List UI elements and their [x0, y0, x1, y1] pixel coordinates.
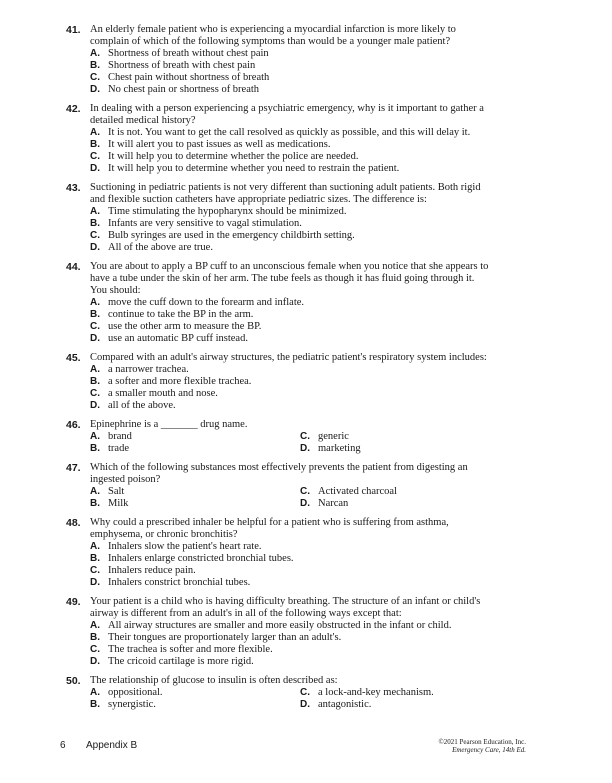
answer-option — [90, 577, 500, 589]
option-letter: C. — [300, 486, 310, 497]
question-item — [0, 24, 612, 96]
option-letter: C. — [90, 321, 100, 332]
answer-options — [90, 364, 500, 412]
question-stem: Suctioning in pediatric patients is not very different than suctioning adult patients. Both rigid and flexible suction catheters have appropriate pediatric sizes. The difference is: — [90, 182, 481, 205]
option-letter: D. — [90, 84, 100, 95]
option-text: It will alert you to past issues as well as medications. — [108, 139, 331, 150]
page-footer — [0, 738, 612, 768]
question-stem: Your patient is a child who is having difficulty breathing. The structure of an infant or child's airway is different from an adult's in all of the following ways except that: — [90, 596, 481, 619]
option-letter: A. — [90, 364, 100, 375]
option-letter: D. — [300, 443, 310, 454]
page-number: 6 — [60, 740, 66, 751]
answer-option — [90, 699, 300, 711]
option-text: Milk — [108, 498, 129, 509]
option-text: All of the above are true. — [108, 242, 213, 253]
answer-option — [300, 699, 500, 711]
option-letter: C. — [90, 151, 100, 162]
option-text: generic — [318, 431, 349, 442]
option-letter: D. — [300, 498, 310, 509]
answer-option — [90, 620, 500, 632]
option-letter: C. — [90, 230, 100, 241]
answer-option — [90, 163, 500, 175]
option-text: a narrower trachea. — [108, 364, 189, 375]
option-text: use the other arm to measure the BP. — [108, 321, 262, 332]
question-item — [0, 352, 612, 412]
option-text: All airway structures are smaller and more easily obstructed in the infant or child. — [108, 620, 452, 631]
option-text: It will help you to determine whether you need to restrain the patient. — [108, 163, 400, 174]
question-number: 49. — [66, 596, 81, 608]
option-text: It is not. You want to get the call resolved as quickly as possible, and this will delay it. — [108, 127, 471, 138]
answer-option — [90, 644, 500, 656]
option-letter: B. — [90, 632, 100, 643]
option-letter: D. — [90, 400, 100, 411]
option-text: a lock-and-key mechanism. — [318, 687, 434, 698]
answer-option — [90, 230, 500, 242]
answer-options — [90, 620, 500, 668]
question-item — [0, 419, 612, 455]
option-letter: C. — [90, 565, 100, 576]
question-item — [0, 261, 612, 345]
option-letter: B. — [90, 376, 100, 387]
answer-options — [90, 431, 500, 455]
question-item — [0, 517, 612, 589]
question-number: 43. — [66, 182, 81, 194]
option-letter: A. — [90, 431, 100, 442]
answer-options — [90, 127, 500, 175]
answer-option — [90, 127, 500, 139]
option-letter: B. — [90, 498, 100, 509]
question-item — [0, 182, 612, 254]
option-text: Inhalers reduce pain. — [108, 565, 196, 576]
answer-option — [300, 498, 500, 510]
option-text: It will help you to determine whether the police are needed. — [108, 151, 359, 162]
answer-option — [90, 553, 500, 565]
option-letter: C. — [90, 388, 100, 399]
answer-option — [90, 632, 500, 644]
answer-option — [90, 321, 500, 333]
option-text: Salt — [108, 486, 125, 497]
option-text: Inhalers enlarge constricted bronchial tubes. — [108, 553, 294, 564]
question-stem: The relationship of glucose to insulin is often described as: — [90, 675, 338, 686]
option-text: all of the above. — [108, 400, 176, 411]
question-stem: Why could a prescribed inhaler be helpful for a patient who is suffering from asthma, emphysema, or chronic bronchitis? — [90, 517, 449, 540]
answer-option — [90, 364, 500, 376]
option-letter: C. — [90, 72, 100, 83]
question-number: 41. — [66, 24, 81, 36]
option-text: Inhalers slow the patient's heart rate. — [108, 541, 262, 552]
option-text: brand — [108, 431, 132, 442]
answer-option — [90, 498, 300, 510]
answer-options — [90, 486, 500, 510]
option-letter: A. — [90, 127, 100, 138]
option-letter: D. — [90, 163, 100, 174]
option-letter: C. — [300, 687, 310, 698]
question-number: 50. — [66, 675, 81, 687]
section-label: Appendix B — [86, 740, 138, 751]
option-text: a softer and more flexible trachea. — [108, 376, 252, 387]
book-title: Emergency Care, 14th Ed. — [452, 746, 526, 754]
answer-option — [90, 218, 500, 230]
answer-option — [90, 541, 500, 553]
answer-option — [300, 443, 500, 455]
question-stem: An elderly female patient who is experiencing a myocardial infarction is more likely to complain of which of the following symptoms than would be a younger male patient? — [90, 24, 456, 47]
answer-option — [90, 376, 500, 388]
question-stem: You are about to apply a BP cuff to an unconscious female when you notice that she appears to have a tube under the skin of her arm. The tube feels as though it has fluid going through it. You should: — [90, 261, 489, 296]
option-letter: B. — [90, 309, 100, 320]
question-number: 48. — [66, 517, 81, 529]
option-letter: A. — [90, 620, 100, 631]
answer-option — [90, 400, 500, 412]
answer-option — [90, 297, 500, 309]
option-letter: D. — [90, 242, 100, 253]
option-letter: B. — [90, 60, 100, 71]
option-letter: A. — [90, 48, 100, 59]
answer-options — [90, 541, 500, 589]
question-number: 42. — [66, 103, 81, 115]
copyright-line: ©2021 Pearson Education, Inc. — [438, 738, 526, 746]
answer-option — [90, 60, 500, 72]
option-letter: C. — [300, 431, 310, 442]
answer-option — [90, 242, 500, 254]
option-text: oppositional. — [108, 687, 163, 698]
option-letter: A. — [90, 486, 100, 497]
question-stem: Epinephrine is a _______ drug name. — [90, 419, 248, 430]
option-letter: C. — [90, 644, 100, 655]
option-text: Inhalers constrict bronchial tubes. — [108, 577, 251, 588]
answer-option — [90, 151, 500, 163]
option-text: The trachea is softer and more flexible. — [108, 644, 273, 655]
answer-options — [90, 297, 500, 345]
question-item — [0, 462, 612, 510]
option-text: antagonistic. — [318, 699, 372, 710]
copyright-block — [438, 738, 526, 754]
option-text: synergistic. — [108, 699, 156, 710]
answer-option — [90, 72, 500, 84]
question-stem: Compared with an adult's airway structures, the pediatric patient's respiratory system includes: — [90, 352, 487, 363]
option-text: Shortness of breath without chest pain — [108, 48, 269, 59]
option-letter: B. — [90, 218, 100, 229]
option-text: Infants are very sensitive to vagal stimulation. — [108, 218, 302, 229]
option-letter: D. — [90, 577, 100, 588]
answer-option — [300, 486, 500, 498]
option-text: marketing — [318, 443, 361, 454]
option-letter: A. — [90, 206, 100, 217]
answer-options — [90, 687, 500, 711]
answer-option — [90, 565, 500, 577]
option-text: Bulb syringes are used in the emergency childbirth setting. — [108, 230, 355, 241]
option-letter: A. — [90, 541, 100, 552]
option-letter: B. — [90, 699, 100, 710]
answer-option — [90, 48, 500, 60]
option-text: Time stimulating the hypopharynx should be minimized. — [108, 206, 347, 217]
option-text: a smaller mouth and nose. — [108, 388, 218, 399]
question-list — [0, 24, 612, 718]
answer-option — [90, 486, 300, 498]
option-text: Shortness of breath with chest pain — [108, 60, 256, 71]
option-letter: A. — [90, 297, 100, 308]
question-item — [0, 103, 612, 175]
option-letter: D. — [90, 656, 100, 667]
option-letter: B. — [90, 443, 100, 454]
option-text: The cricoid cartilage is more rigid. — [108, 656, 254, 667]
answer-option — [90, 431, 300, 443]
option-text: use an automatic BP cuff instead. — [108, 333, 248, 344]
answer-options — [90, 206, 500, 254]
answer-option — [90, 206, 500, 218]
question-number: 46. — [66, 419, 81, 431]
answer-option — [90, 333, 500, 345]
answer-option — [90, 388, 500, 400]
option-text: continue to take the BP in the arm. — [108, 309, 254, 320]
question-number: 44. — [66, 261, 81, 273]
question-item — [0, 596, 612, 668]
option-text: No chest pain or shortness of breath — [108, 84, 260, 95]
answer-option — [90, 84, 500, 96]
question-number: 45. — [66, 352, 81, 364]
option-letter: D. — [300, 699, 310, 710]
question-stem: Which of the following substances most effectively prevents the patient from digesting an ingested poison? — [90, 462, 468, 485]
question-stem: In dealing with a person experiencing a psychiatric emergency, why is it important to gather a detailed medical history? — [90, 103, 484, 126]
option-letter: B. — [90, 553, 100, 564]
answer-option — [300, 687, 500, 699]
question-item — [0, 675, 612, 711]
answer-option — [90, 139, 500, 151]
option-text: Chest pain without shortness of breath — [108, 72, 270, 83]
answer-option — [90, 443, 300, 455]
option-text: Activated charcoal — [318, 486, 397, 497]
option-text: move the cuff down to the forearm and inflate. — [108, 297, 305, 308]
option-text: Their tongues are proportionately larger than an adult's. — [108, 632, 342, 643]
question-number: 47. — [66, 462, 81, 474]
answer-option — [90, 687, 300, 699]
option-text: trade — [108, 443, 129, 454]
option-text: Narcan — [318, 498, 349, 509]
answer-option — [300, 431, 500, 443]
answer-option — [90, 309, 500, 321]
option-letter: D. — [90, 333, 100, 344]
option-letter: B. — [90, 139, 100, 150]
answer-option — [90, 656, 500, 668]
option-letter: A. — [90, 687, 100, 698]
answer-options — [90, 48, 500, 96]
